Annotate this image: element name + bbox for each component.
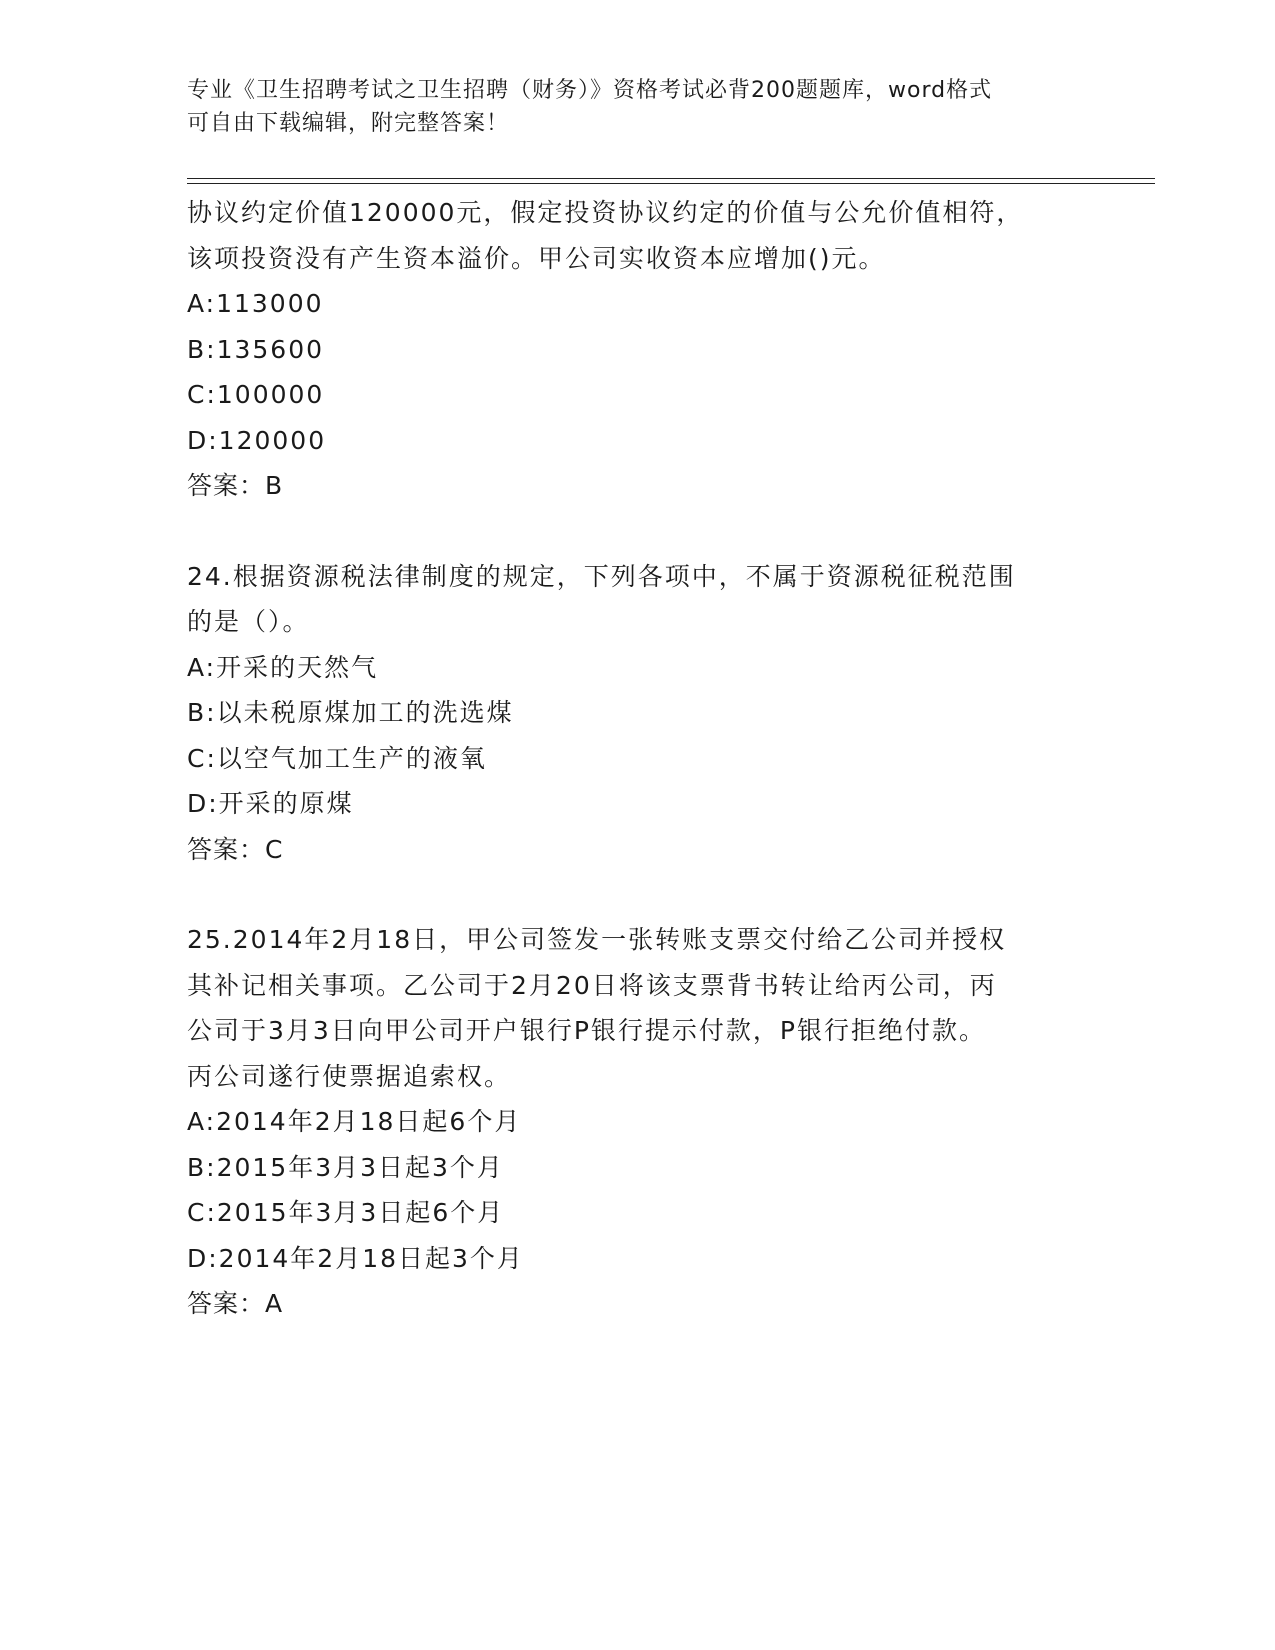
question-stem-line: 协议约定价值120000元，假定投资协议约定的价值与公允价值相符， bbox=[187, 198, 1024, 227]
option-c: C:100000 bbox=[187, 380, 325, 409]
question-23 bbox=[187, 190, 1087, 509]
question-spacer bbox=[187, 509, 1087, 554]
answer-label: 答案：A bbox=[187, 1289, 284, 1318]
question-stem-line: 该项投资没有产生资本溢价。甲公司实收资本应增加()元。 bbox=[187, 243, 886, 273]
option-b: B:以未税原煤加工的洗选煤 bbox=[187, 698, 514, 727]
option-a: A:开采的天然气 bbox=[187, 652, 379, 682]
answer-label: 答案：B bbox=[187, 471, 284, 500]
question-content bbox=[187, 190, 1087, 1327]
question-stem-line: 丙公司遂行使票据追索权。 bbox=[187, 1061, 512, 1091]
header-divider-top bbox=[187, 178, 1155, 179]
header-title-line-2: 可自由下载编辑，附完整答案！ bbox=[187, 111, 510, 136]
option-b: B:135600 bbox=[187, 334, 325, 364]
question-stem-line: 25.2014年2月18日，甲公司签发一张转账支票交付给乙公司并授权 bbox=[187, 925, 1007, 954]
question-stem-line: 其补记相关事项。乙公司于2月20日将该支票背书转让给丙公司，丙 bbox=[187, 970, 997, 1000]
question-stem-line: 公司于3月3日向甲公司开户银行P银行提示付款，P银行拒绝付款。 bbox=[187, 1016, 986, 1045]
question-stem-line: 的是（）。 bbox=[187, 607, 310, 636]
answer-label: 答案：C bbox=[187, 834, 284, 864]
option-d: D:2014年2月18日起3个月 bbox=[187, 1243, 524, 1273]
option-c: C:以空气加工生产的液氧 bbox=[187, 743, 487, 773]
option-d: D:120000 bbox=[187, 425, 327, 455]
option-a: A:113000 bbox=[187, 289, 324, 318]
header-divider-bottom bbox=[187, 183, 1155, 184]
header-title-line-1: 专业《卫生招聘考试之卫生招聘（财务）》资格考试必背200题题库，word格式 bbox=[187, 78, 993, 103]
document-header bbox=[187, 74, 1077, 140]
question-25 bbox=[187, 917, 1087, 1327]
question-stem-line: 24.根据资源税法律制度的规定，下列各项中，不属于资源税征税范围 bbox=[187, 561, 1016, 591]
option-d: D:开采的原煤 bbox=[187, 789, 354, 818]
option-a: A:2014年2月18日起6个月 bbox=[187, 1107, 522, 1136]
question-spacer bbox=[187, 872, 1087, 917]
question-24 bbox=[187, 554, 1087, 873]
option-b: B:2015年3月3日起3个月 bbox=[187, 1152, 504, 1182]
option-c: C:2015年3月3日起6个月 bbox=[187, 1198, 505, 1227]
